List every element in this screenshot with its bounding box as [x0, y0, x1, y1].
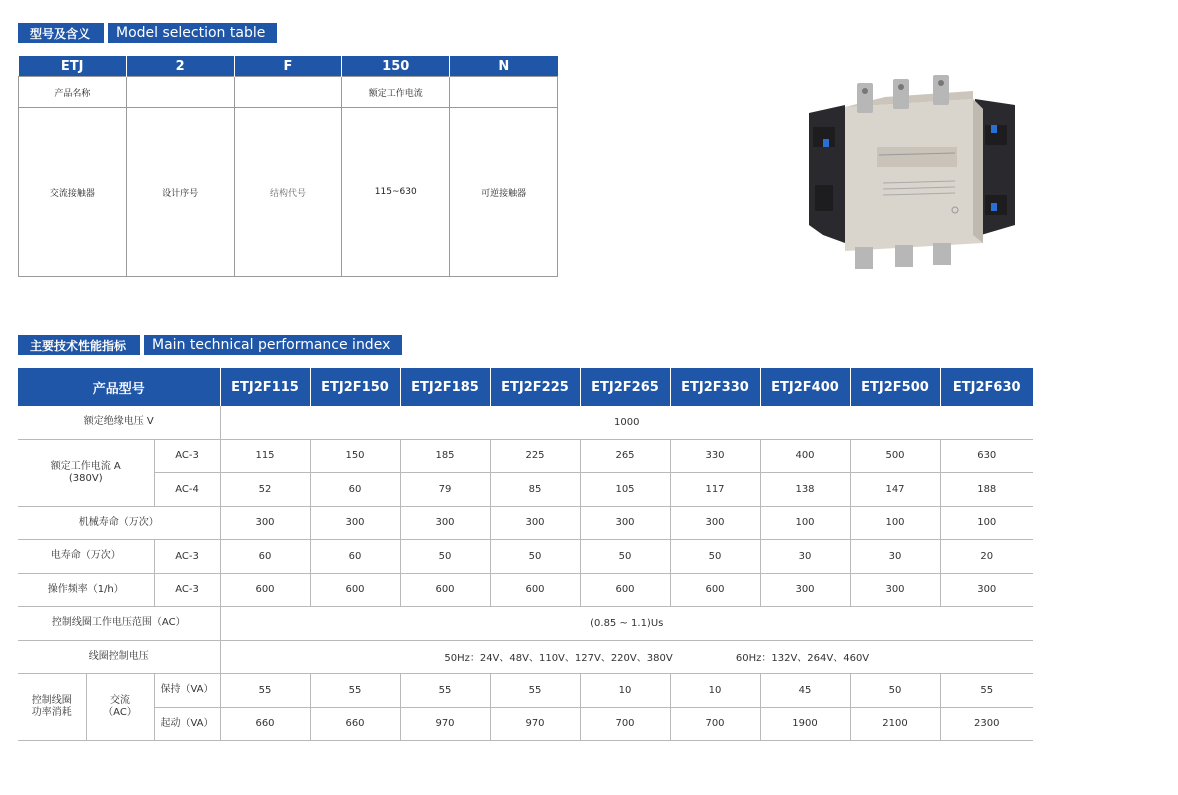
table-cell: 600: [490, 573, 580, 607]
code-cell: N: [450, 56, 558, 77]
table-cell: 55: [490, 674, 580, 708]
table-cell: 970: [400, 707, 490, 741]
model-header: ETJ2F150: [310, 368, 400, 406]
table-cell: 100: [850, 506, 940, 540]
table-cell: 2100: [850, 707, 940, 741]
table-row: [18, 473, 1033, 507]
table-cell: 55: [400, 674, 490, 708]
table-cell: 50: [580, 540, 670, 574]
table-cell: 50: [850, 674, 940, 708]
meaning-cell: 额定工作电流: [342, 77, 450, 108]
table-cell: 1900: [760, 707, 850, 741]
table-row: [18, 674, 1033, 708]
table-cell: 600: [580, 573, 670, 607]
sub-label: 交流 （AC）: [86, 674, 154, 741]
table-cell: 500: [850, 439, 940, 473]
row-label: 机械寿命（万次）: [18, 506, 220, 540]
code-cell: 2: [126, 56, 234, 77]
table-cell: 138: [760, 473, 850, 507]
table-cell: 600: [220, 573, 310, 607]
table-cell: 55: [940, 674, 1033, 708]
section-title-cn: 主要技术性能指标: [18, 335, 140, 355]
table-cell: 225: [490, 439, 580, 473]
model-header: ETJ2F225: [490, 368, 580, 406]
meaning-cell: [234, 77, 342, 108]
model-header: ETJ2F630: [940, 368, 1033, 406]
code-cell: 150: [342, 56, 450, 77]
table-cell: 117: [670, 473, 760, 507]
meaning-cell: 交流接触器: [19, 108, 127, 277]
table-cell: 700: [670, 707, 760, 741]
table-cell: 630: [940, 439, 1033, 473]
row-label: 控制线圈 功率消耗: [18, 674, 86, 741]
table-cell: 300: [490, 506, 580, 540]
table-cell: 300: [580, 506, 670, 540]
coil-voltage-60hz: 60Hz：132V、264V、460V: [735, 653, 870, 665]
sub-label: AC-3: [154, 540, 220, 574]
table-cell: 85: [490, 473, 580, 507]
meaning-cell: [126, 77, 234, 108]
table-cell: 700: [580, 707, 670, 741]
row-label: 操作频率（1/h）: [18, 573, 154, 607]
section-title-cn: 型号及含义: [18, 23, 104, 43]
table-cell: 600: [310, 573, 400, 607]
table-cell: 188: [940, 473, 1033, 507]
table-cell: 300: [760, 573, 850, 607]
coil-voltage-50hz: 50Hz：24V、48V、110V、127V、220V、380V: [444, 653, 673, 665]
model-header: ETJ2F330: [670, 368, 760, 406]
model-header: ETJ2F185: [400, 368, 490, 406]
sub-label: AC-3: [154, 573, 220, 607]
table-cell: 30: [850, 540, 940, 574]
table-cell: 50: [400, 540, 490, 574]
table-row: [18, 406, 1033, 439]
section-header-model: [18, 23, 277, 43]
meaning-cell: 结构代号: [234, 108, 342, 277]
table-cell: 60: [220, 540, 310, 574]
table-row: [18, 707, 1033, 741]
table-cell: 300: [400, 506, 490, 540]
table-cell: 30: [760, 540, 850, 574]
table-cell: 55: [220, 674, 310, 708]
table-cell: 185: [400, 439, 490, 473]
table-cell: 55: [310, 674, 400, 708]
table-cell: 330: [670, 439, 760, 473]
table-cell: 79: [400, 473, 490, 507]
table-row: [18, 573, 1033, 607]
section-title-en: Model selection table: [108, 23, 277, 43]
meaning-cell: 设计序号: [126, 108, 234, 277]
table-cell: 600: [670, 573, 760, 607]
table-cell: 300: [850, 573, 940, 607]
table-cell: 660: [220, 707, 310, 741]
table-cell: 970: [490, 707, 580, 741]
code-cell: ETJ: [19, 56, 127, 77]
performance-table: [18, 368, 1033, 741]
table-cell: 100: [760, 506, 850, 540]
table-row: [18, 439, 1033, 473]
model-header: ETJ2F400: [760, 368, 850, 406]
table-cell: 45: [760, 674, 850, 708]
table-row: [18, 640, 1033, 674]
model-header: ETJ2F500: [850, 368, 940, 406]
code-cell: F: [234, 56, 342, 77]
row-label: 电寿命（万次）: [18, 540, 154, 574]
table-cell: 265: [580, 439, 670, 473]
model-selection-table: [18, 56, 558, 277]
table-cell: 660: [310, 707, 400, 741]
meaning-cell: 可逆接触器: [450, 108, 558, 277]
table-cell: [220, 640, 1033, 674]
table-cell: 600: [400, 573, 490, 607]
table-cell: 52: [220, 473, 310, 507]
table-row: [18, 540, 1033, 574]
table-row: [18, 607, 1033, 641]
table-cell: 300: [670, 506, 760, 540]
product-model-header: 产品型号: [18, 368, 220, 406]
table-cell: 60: [310, 473, 400, 507]
table-row: [18, 506, 1033, 540]
table-cell: 2300: [940, 707, 1033, 741]
table-cell: 300: [310, 506, 400, 540]
table-cell: 115: [220, 439, 310, 473]
table-cell: 400: [760, 439, 850, 473]
table-cell: 105: [580, 473, 670, 507]
table-cell: 20: [940, 540, 1033, 574]
row-label: 控制线圈工作电压范围（AC）: [18, 607, 220, 641]
sub-label: 保持（VA）: [154, 674, 220, 708]
table-cell: 150: [310, 439, 400, 473]
table-cell: 147: [850, 473, 940, 507]
table-cell: 10: [580, 674, 670, 708]
table-cell: (0.85 ~ 1.1)Us: [220, 607, 1033, 641]
table-cell: 50: [490, 540, 580, 574]
sub-label: 起动（VA）: [154, 707, 220, 741]
section-title-en: Main technical performance index: [144, 335, 402, 355]
row-label: 线圈控制电压: [18, 640, 220, 674]
meaning-cell: 产品名称: [19, 77, 127, 108]
meaning-cell: 115~630: [342, 108, 450, 277]
table-cell: 10: [670, 674, 760, 708]
sub-label: AC-4: [154, 473, 220, 507]
row-label: 额定绝缘电压 V: [18, 406, 220, 439]
row-label: 额定工作电流 A (380V): [18, 439, 154, 506]
sub-label: AC-3: [154, 439, 220, 473]
contactor-product-image: [805, 75, 1015, 275]
section-header-performance: [18, 335, 402, 355]
table-cell: 1000: [220, 406, 1033, 439]
table-cell: 50: [670, 540, 760, 574]
model-header: ETJ2F115: [220, 368, 310, 406]
table-cell: 300: [940, 573, 1033, 607]
table-cell: 60: [310, 540, 400, 574]
meaning-cell: [450, 77, 558, 108]
model-header: ETJ2F265: [580, 368, 670, 406]
table-cell: 300: [220, 506, 310, 540]
table-cell: 100: [940, 506, 1033, 540]
